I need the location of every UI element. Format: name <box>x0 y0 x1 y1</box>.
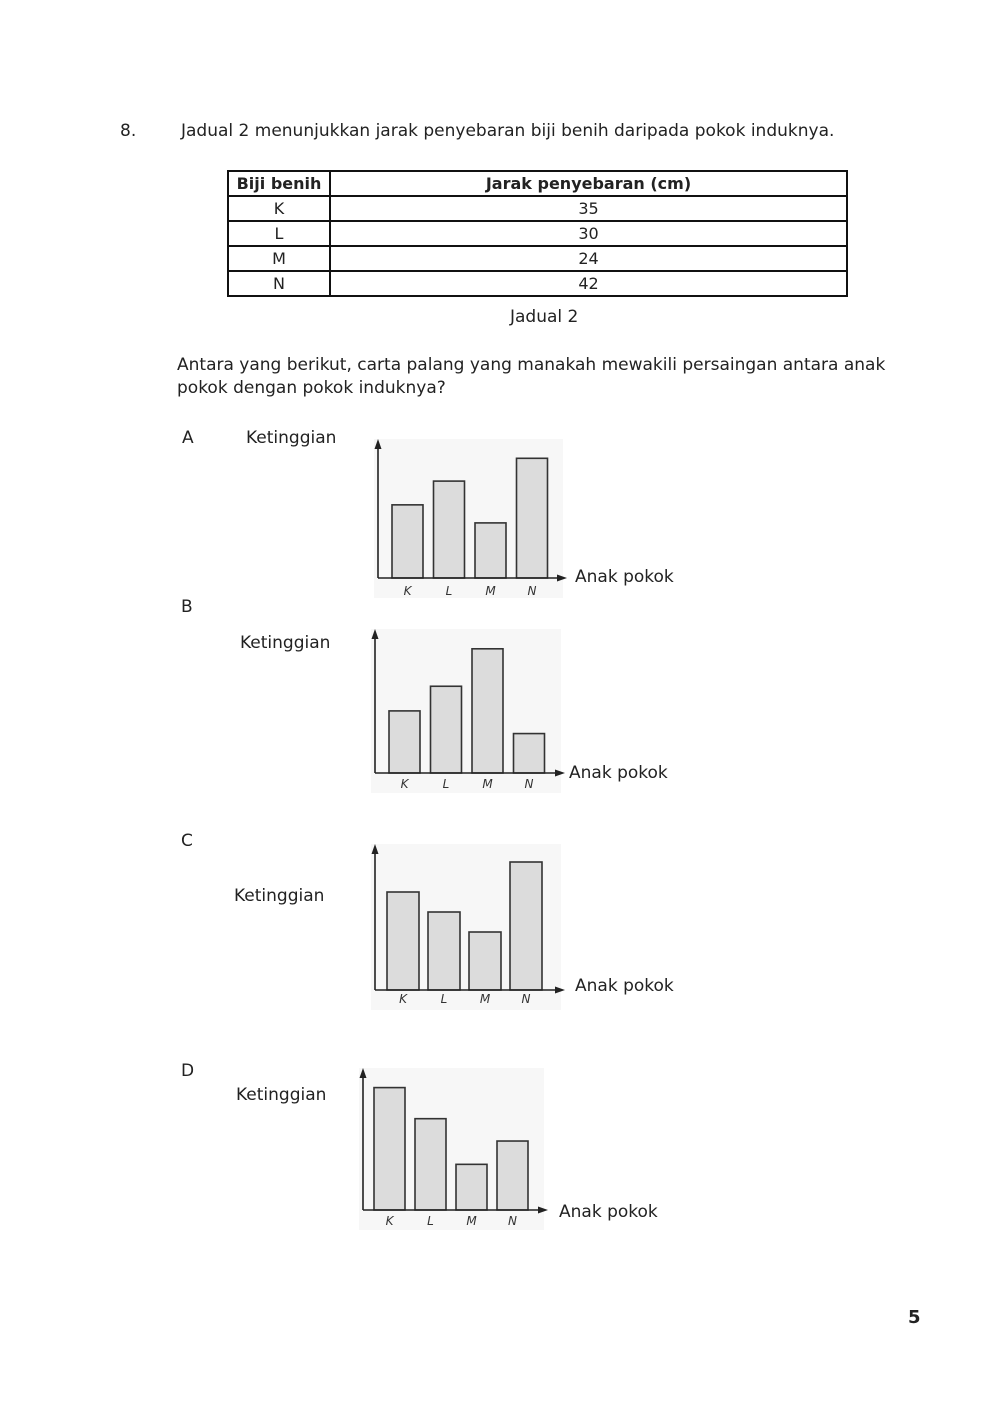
page-number: 5 <box>908 1307 921 1328</box>
cell-distance: 24 <box>330 246 847 271</box>
table-header-row <box>228 171 847 196</box>
bar-m <box>456 1164 487 1210</box>
header-distance: Jarak penyebaran (cm) <box>330 171 847 196</box>
tick-label-l: L <box>427 1214 434 1228</box>
option-letter-a[interactable]: A <box>182 428 194 448</box>
option-c-ylabel: Ketinggian <box>234 886 325 906</box>
bar-k <box>392 505 423 578</box>
tick-label-n: N <box>521 992 531 1006</box>
tick-label-l: L <box>440 992 448 1006</box>
bar-n <box>497 1141 528 1210</box>
table-row <box>228 221 847 246</box>
bar-l <box>431 686 462 773</box>
cell-seed: K <box>228 196 330 221</box>
header-seed: Biji benih <box>228 171 330 196</box>
tick-label-k: K <box>403 584 412 598</box>
tick-label-m: M <box>466 1214 477 1228</box>
table-row <box>228 271 847 296</box>
table-caption: Jadual 2 <box>510 307 579 327</box>
option-a-xlabel: Anak pokok <box>575 567 674 587</box>
bar-k <box>374 1088 405 1210</box>
option-b-ylabel: Ketinggian <box>240 633 331 653</box>
question-prompt: Antara yang berikut, carta palang yang manakah mewakili persaingan antara anak pokok dengan pokok induknya? <box>177 355 886 398</box>
tick-label-k: K <box>400 777 409 791</box>
bar-k <box>389 711 420 773</box>
option-b-chart <box>360 623 570 795</box>
cell-seed: M <box>228 246 330 271</box>
bar-k <box>387 892 419 990</box>
question-number: 8. <box>120 121 137 141</box>
bar-m <box>472 649 503 773</box>
tick-label-m: M <box>479 992 491 1006</box>
cell-seed: N <box>228 271 330 296</box>
option-d-chart <box>345 1062 555 1232</box>
table-row <box>228 246 847 271</box>
bar-l <box>415 1119 446 1210</box>
bar-m <box>475 523 506 578</box>
option-a-chart <box>362 433 572 603</box>
option-d-ylabel: Ketinggian <box>236 1085 327 1105</box>
bar-n <box>517 458 548 578</box>
bar-m <box>469 932 501 990</box>
tick-label-n: N <box>527 584 537 598</box>
option-c-xlabel: Anak pokok <box>575 976 674 996</box>
option-letter-b[interactable]: B <box>181 597 193 617</box>
tick-label-k: K <box>399 992 407 1006</box>
bar-n <box>510 862 542 990</box>
tick-label-n: N <box>524 777 534 791</box>
question-text: Jadual 2 menunjukkan jarak penyebaran biji benih daripada pokok induknya. <box>181 121 835 141</box>
tick-label-m: M <box>482 777 493 791</box>
cell-distance: 35 <box>330 196 847 221</box>
cell-seed: L <box>228 221 330 246</box>
table-row <box>228 196 847 221</box>
cell-distance: 30 <box>330 221 847 246</box>
bar-l <box>434 481 465 578</box>
tick-label-n: N <box>508 1214 517 1228</box>
tick-label-k: K <box>385 1214 394 1228</box>
option-d-xlabel: Anak pokok <box>559 1202 658 1222</box>
tick-label-m: M <box>485 584 496 598</box>
seed-dispersal-table <box>227 170 848 297</box>
option-letter-d[interactable]: D <box>181 1061 195 1081</box>
tick-label-l: L <box>445 584 453 598</box>
option-b-xlabel: Anak pokok <box>569 763 668 783</box>
cell-distance: 42 <box>330 271 847 296</box>
tick-label-l: L <box>442 777 450 791</box>
option-a-ylabel: Ketinggian <box>246 428 337 448</box>
option-letter-c[interactable]: C <box>181 831 193 851</box>
bar-n <box>514 734 545 773</box>
bar-l <box>428 912 460 990</box>
option-c-chart <box>355 838 570 1008</box>
